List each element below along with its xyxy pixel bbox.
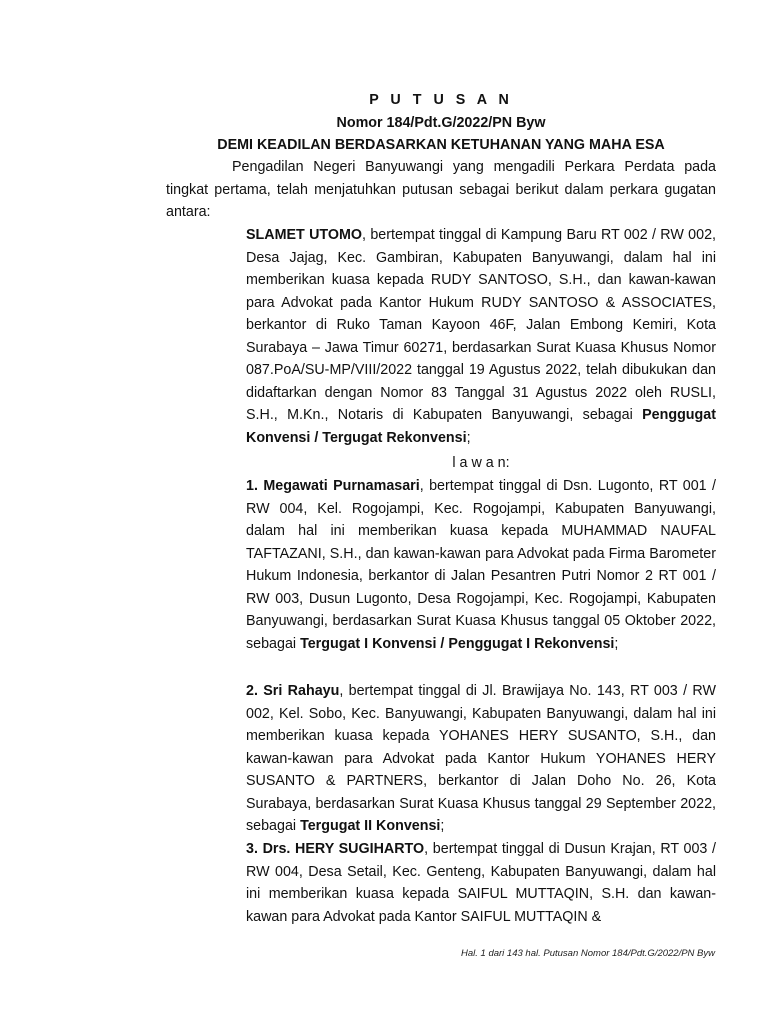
page-footer: Hal. 1 dari 143 hal. Putusan Nomor 184/Pdt.G/2022/PN Byw [461,948,715,959]
defendant3-name: 3. Drs. HERY SUGIHARTO [246,841,425,857]
defendant1-details: , bertempat tinggal di Dsn. Lugonto, RT 001 / RW 004, Kel. Rogojampi, Kec. Rogojampi, Kabupaten Banyuwangi, dalam hal ini memberikan kuasa kepada MUHAMMAD NAUFAL TAFTAZANI, S.H., dan kawan-kawan para Advokat pada Firma Barometer Hukum Indonesia, berkantor di Jalan Pesantren Putri Nomor 2 RT 001 / RW 003, Dusun Lugonto, Desa Rogojampi, Kec. Rogojampi, Kabupaten Banyuwangi, berdasarkan Surat Kuasa Khusus tanggal 05 Oktober 2022, sebagai [246,478,716,652]
defendant2-role: Tergugat II Konvensi [300,818,441,834]
defendant3-details: , bertempat tinggal di Dusun Krajan, RT 003 / RW 004, Desa Setail, Kec. Genteng, Kabupaten Banyuwangi, dalam hal ini memberikan kuasa kepada SAIFUL MUTTAQIN, S.H. dan kawan-kawan para Advokat pada Kantor SAIFUL MUTTAQIN & [246,841,717,925]
plaintiff-name: SLAMET UTOMO [246,227,363,243]
versus-label: l a w a n: [452,455,510,471]
defendant2-name: 2. Sri Rahayu [246,683,340,699]
defendant2-details: , bertempat tinggal di Jl. Brawijaya No. 143, RT 003 / RW 002, Kel. Sobo, Kec. Banyuwangi, Kabupaten Banyuwangi, dalam hal ini memberikan kuasa kepada YOHANES HERY SUSANTO, S.H., dan kawan-kawan para Advokat pada Kantor Hukum YOHANES HERY SUSANTO & PARTNERS, berkantor di Jalan Doho No. 26, Kota Surabaya, berdasarkan Surat Kuasa Khusus tanggal 29 September 2022, sebagai [246,683,716,834]
document-title: P U T U S A N [369,92,513,108]
defendant1-name: 1. Megawati Purnamasari [246,478,420,494]
defendant1-role: Tergugat I Konvensi / Penggugat I Rekonvensi [300,635,615,652]
invocation-heading: DEMI KEADILAN BERDASARKAN KETUHANAN YANG MAHA ESA [217,137,665,153]
plaintiff-end: ; [466,429,471,446]
defendant2-paragraph [246,680,716,838]
plaintiff-details: , bertempat tinggal di Kampung Baru RT 002 / RW 002, Desa Jajag, Kec. Gambiran, Kabupaten Banyuwangi, dalam hal ini memberikan kuasa kepada RUDY SANTOSO, S.H., dan kawan-kawan para Advokat pada Kantor Hukum RUDY SANTOSO & ASSOCIATES, berkantor di Ruko Taman Kayoon 46F, Jalan Embong Kemiri, Kota Surabaya – Jawa Timur 60271, berdasarkan Surat Kuasa Khusus Nomor 087.PoA/SU-MP/VIII/2022 tanggal 19 Agustus 2022, telah dibukukan dan didaftarkan dengan Nomor 83 Tanggal 31 Agustus 2022 oleh RUSLI, S.H., M.Kn., Notaris di Kabupaten Banyuwangi, sebagai [246,227,716,423]
plaintiff-paragraph [246,224,716,449]
intro-paragraph: Pengadilan Negeri Banyuwangi yang mengadili Perkara Perdata pada tingkat pertama, telah menjatuhkan putusan sebagai berikut dalam perkara gugatan antara: [166,159,716,220]
defendant1-paragraph [246,475,716,655]
plaintiff-role: Penggugat Konvensi / Tergugat Rekonvensi [246,407,716,446]
defendant2-end: ; [440,818,445,834]
defendant1-end: ; [614,635,619,652]
case-number: Nomor 184/Pdt.G/2022/PN Byw [336,115,546,131]
defendant3-paragraph [246,838,716,928]
